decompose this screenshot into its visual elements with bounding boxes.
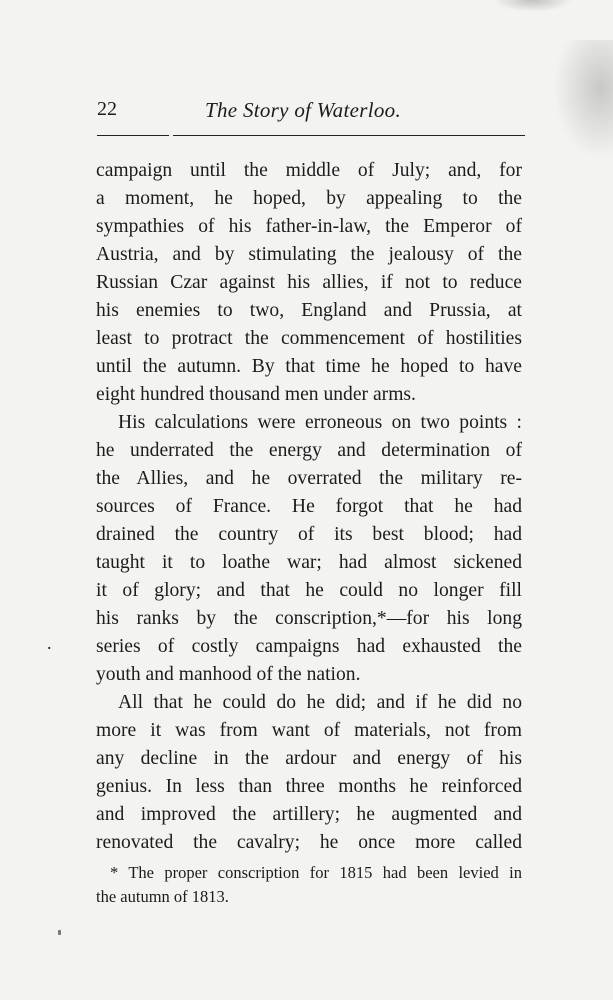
text-line: the Allies, and he overrated the military re-	[96, 468, 522, 489]
footnote-line: * The proper conscription for 1815 had been levied in	[110, 863, 522, 882]
text-line: All that he could do he did; and if he did no	[118, 692, 522, 713]
text-line: more it was from want of materials, not from	[96, 720, 522, 741]
text-line: sympathies of his father-in-law, the Emperor of	[96, 216, 522, 237]
text-line: it of glory; and that he could no longer fill	[96, 580, 522, 601]
text-line: Austria, and by stimulating the jealousy of the	[96, 244, 522, 265]
text-line: he underrated the energy and determination of	[96, 440, 522, 461]
text-line: renovated the cavalry; he once more called	[96, 832, 522, 853]
text-line: sources of France. He forgot that he had	[96, 496, 522, 517]
scan-smudge	[553, 40, 613, 160]
text-line: youth and manhood of the nation.	[96, 664, 361, 685]
header-rule	[173, 135, 525, 136]
margin-mark: .	[47, 633, 52, 653]
text-line: his ranks by the conscription,*—for his long	[96, 608, 522, 629]
text-line: genius. In less than three months he reinforced	[96, 776, 522, 797]
text-line: Russian Czar against his allies, if not to reduce	[96, 272, 522, 293]
text-line: series of costly campaigns had exhausted the	[96, 636, 522, 657]
text-line: drained the country of its best blood; had	[96, 524, 522, 545]
page-number: 22	[97, 98, 117, 120]
text-line: and improved the artillery; he augmented and	[96, 804, 522, 825]
text-line: a moment, he hoped, by appealing to the	[96, 188, 522, 209]
text-line: his enemies to two, England and Prussia, at	[96, 300, 522, 321]
text-line: until the autumn. By that time he hoped to have	[96, 356, 522, 377]
text-line: taught it to loathe war; had almost sickened	[96, 552, 522, 573]
text-line: campaign until the middle of July; and, for	[96, 160, 522, 181]
text-line: least to protract the commencement of hostilities	[96, 328, 522, 349]
header-rule	[97, 135, 169, 136]
scan-smudge	[493, 0, 573, 12]
scan-speck	[58, 930, 61, 935]
text-line: eight hundred thousand men under arms.	[96, 384, 416, 405]
footnote-line: the autumn of 1813.	[96, 887, 229, 906]
text-line: any decline in the ardour and energy of his	[96, 748, 522, 769]
running-title: The Story of Waterloo.	[205, 98, 401, 122]
running-head	[97, 98, 525, 128]
text-line: His calculations were erroneous on two points :	[118, 412, 522, 433]
